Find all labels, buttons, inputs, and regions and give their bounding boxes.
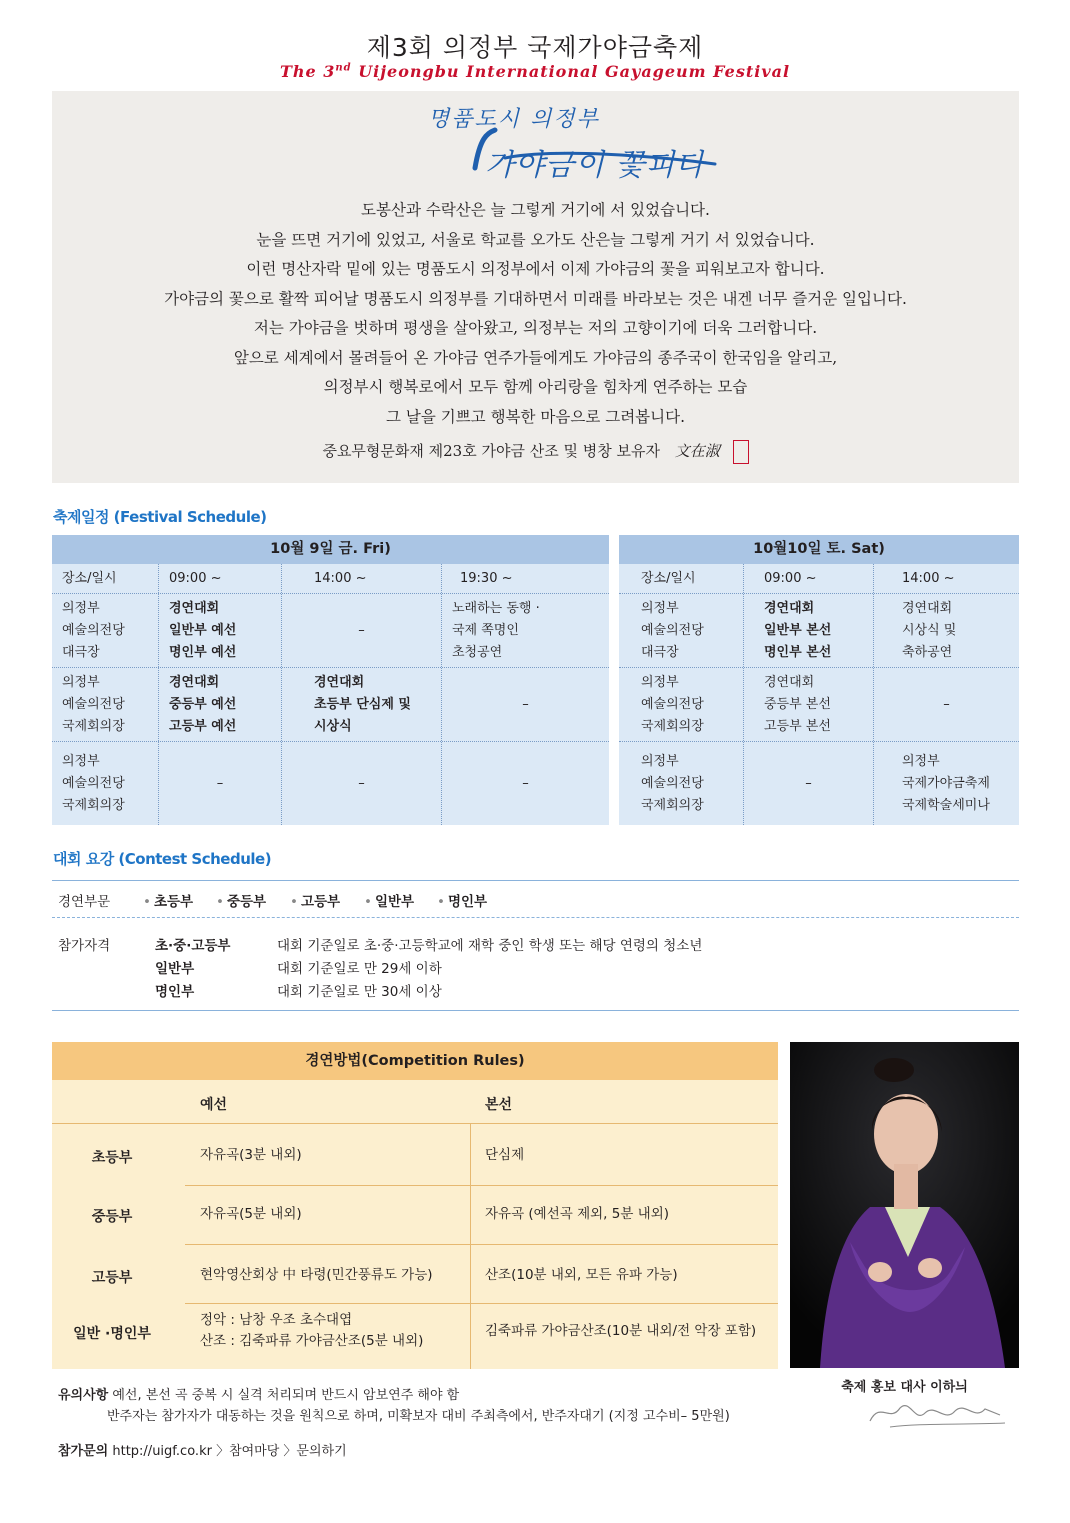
calligraphy-text-2: 가야금이 꽃피다 [485,148,706,183]
table-cell: 의정부 국제가야금축제 국제학술세미나 [902,753,990,813]
table-header: 09:00 ~ [744,564,874,593]
category-item: • 명인부 [437,894,488,910]
category-item: • 일반부 [364,894,415,910]
rules-heading: 경연방법(Competition Rules) [52,1042,778,1080]
divider [470,1123,471,1369]
page-subtitle: The 3nd Uijeongbu International Gayageum Festival [279,62,791,81]
rules-prelim-cell: 자유곡(3분 내외) [200,1147,302,1163]
table-header: 장소/일시 [619,564,744,593]
eligibility-desc: 대회 기준일로 초·중·고등학교에 재학 중인 학생 또는 해당 연령의 청소년 [277,938,703,954]
table-row [619,742,1019,825]
divider [52,1123,778,1124]
ambassador-photo [790,1042,1019,1368]
table-cell: – [282,594,442,667]
greeting-line: 도봉산과 수락산은 늘 그렇게 거기에 서 있었습니다. [361,201,710,219]
rules-final-cell: 단심제 [485,1147,525,1163]
table-cell: – [522,775,529,791]
notes-line-1: 유의사항 예선, 본선 곡 중복 시 실격 처리되며 반드시 암보연주 해야 함 [58,1388,460,1403]
rules-group: 초등부 [91,1150,133,1166]
greeting-line: 가야금의 꽃으로 활짝 피어날 명품도시 의정부를 기대하면서 미래를 바라보는 것은 내겐 너무 즐거운 일입니다. [164,289,907,308]
schedule-header-row [52,564,609,594]
rules-prelim-cell: 정악 : 남창 우조 초수대엽 산조 : 김죽파류 가야금산조(5분 내외) [200,1312,424,1349]
notes-line-2: 반주자는 참가자가 대동하는 것을 원칙으로 하며, 미확보자 대비 주최측에서, 반주자대기 (지정 고수비– 5만원) [107,1409,730,1424]
venue-cell: 의정부 예술의전당 국제회의장 [52,668,159,741]
inquiry-line [58,1440,347,1459]
author-signature: 文在淑 [674,442,720,460]
author-title: 중요무형문화재 제23호 가야금 산조 및 병창 보유자 [322,442,660,460]
schedule-day2-date: 10월10일 토. Sat) [619,535,1019,564]
table-cell: – [744,742,874,825]
divider [52,917,1019,918]
venue-cell: 의정부 예술의전당 대극장 [52,594,159,667]
schedule-day1-table [52,535,609,825]
venue-cell: 의정부 예술의전당 대극장 [619,594,744,667]
table-cell: 노래하는 동행 · 국제 쪽명인 초청공연 [452,600,540,660]
category-item: • 고등부 [290,894,341,910]
divider [185,1303,778,1304]
table-row [52,742,609,825]
contest-heading: 대회 요강 (Contest Schedule) [53,850,272,868]
divider [185,1244,778,1245]
table-cell: – [522,696,529,712]
venue-cell: 의정부 예술의전당 국제회의장 [619,668,744,741]
rules-group: 일반 ·명인부 [73,1326,151,1342]
table-cell: – [159,742,282,825]
rules-col-final: 본선 [485,1097,513,1113]
rules-col-prelim: 예선 [200,1097,228,1113]
table-row [619,594,1019,668]
rules-prelim-cell: 현악영산회상 中 타령(민간풍류도 가능) [200,1267,433,1283]
table-cell: 경연대회 일반부 본선 명인부 본선 [744,594,874,667]
schedule-heading: 축제일정 (Festival Schedule) [53,508,267,526]
greeting-line: 의정부시 행복로에서 모두 함께 아리랑을 힘차게 연주하는 모습 [323,378,748,396]
rules-final-cell: 산조(10분 내외, 모든 유파 가능) [485,1267,678,1283]
divider [185,1185,778,1186]
schedule-header-row [619,564,1019,594]
table-row [52,594,609,668]
rules-group: 중등부 [91,1209,133,1225]
table-cell: 경연대회 일반부 예선 명인부 예선 [159,594,282,667]
greeting-author [52,440,1019,464]
rules-final-cell: 김죽파류 가야금산조(10분 내외/전 악장 포함) [485,1323,757,1339]
page-title: 제3회 의정부 국제가야금축제 [366,33,704,62]
eligibility-group: 초·중·고등부 [155,938,231,954]
eligibility-desc: 대회 기준일로 만 30세 이상 [277,984,442,1000]
rules-final-cell: 자유곡 (예선곡 제외, 5분 내외) [485,1206,670,1222]
rules-group: 고등부 [91,1270,133,1286]
category-label: 경연부문 [58,894,111,910]
table-row [52,668,609,742]
greeting-line: 저는 가야금을 벗하며 평생을 살아왔고, 의정부는 저의 고향이기에 더욱 그러합니다. [253,319,818,337]
eligibility-label: 참가자격 [58,938,111,954]
notes-label: 유의사항 [58,1388,109,1403]
table-cell: – [282,742,442,825]
table-row [619,668,1019,742]
inquiry-label: 참가문의 [58,1444,109,1459]
table-cell: – [943,696,950,712]
greeting-line: 이런 명산자락 밑에 있는 명품도시 의정부에서 이제 가야금의 꽃을 피워보고자 합니다. [246,260,825,278]
greeting-text [52,196,1019,432]
eligibility-group: 명인부 [155,984,195,1000]
seal-stamp-icon [733,440,749,464]
inquiry-link[interactable]: http://uigf.co.kr 〉참여마당 〉문의하기 [108,1444,347,1459]
handwritten-signature [860,1393,1010,1433]
table-header: 14:00 ~ [902,570,955,586]
table-header: 09:00 ~ [159,564,282,593]
table-header: 19:30 ~ [460,570,513,586]
divider [52,880,1019,881]
table-header: 14:00 ~ [282,564,442,593]
greeting-line: 앞으로 세계에서 몰려들어 온 가야금 연주가들에게도 가야금의 종주국이 한국임을 알리고, [233,348,838,367]
calligraphy-text-1: 명품도시 의정부 [428,107,600,132]
table-header: 장소/일시 [52,564,159,593]
greeting-line: 그 날을 기쁘고 행복한 마음으로 그려봅니다. [385,407,686,426]
table-cell: 경연대회 초등부 단심제 및 시상식 [282,668,442,741]
divider [52,1010,1019,1011]
category-item: • 초등부 [143,894,194,910]
venue-cell: 의정부 예술의전당 국제회의장 [52,742,159,825]
table-cell: 경연대회 중등부 예선 고등부 예선 [159,668,282,741]
venue-cell: 의정부 예술의전당 국제회의장 [619,742,744,825]
eligibility-desc: 대회 기준일로 만 29세 이하 [277,961,442,977]
table-cell: 경연대회 중등부 본선 고등부 본선 [744,668,874,741]
table-cell: 경연대회 시상식 및 축하공연 [902,600,957,660]
photo-caption: 축제 홍보 대사 이하늬 [841,1380,968,1395]
eligibility-group: 일반부 [155,961,195,977]
schedule-day1-date: 10월 9일 금. Fri) [52,535,609,564]
rules-prelim-cell: 자유곡(5분 내외) [200,1206,302,1222]
greeting-line: 눈을 뜨면 거기에 있었고, 서울로 학교를 오가도 산은늘 그렇게 거기 서 있었습니다. [256,230,815,249]
category-item: • 중등부 [216,894,267,910]
schedule-day2-table [619,535,1019,825]
